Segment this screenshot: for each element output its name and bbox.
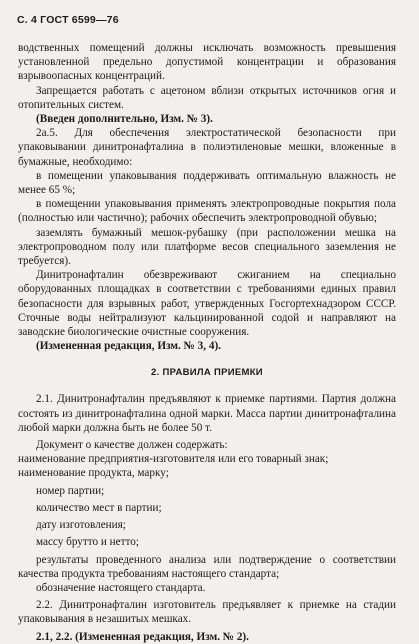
amendment-note: (Введен дополнительно, Изм. № 3). [36, 113, 213, 126]
paragraph: 2.1. Динитронафталин предъявляют к приемке партиями. Партия должна состоять из динитронафталина одной марки. Масса партии динитронафталина любой марки должна быть не более 50 т. [18, 393, 396, 434]
list-item: наименование продукта, марку; [18, 467, 169, 480]
list-item: номер партии; [36, 484, 105, 497]
paragraph: заземлять бумажный мешок-рубашку (при расположении мешка на электропроводном полу или платформе весов специального заземления не требуется). [18, 226, 396, 268]
paragraph: водственных помещений должны исключать возможность превышения установленной предельно допустимой концентрации и образования взрывоопасных концентраций. [18, 42, 396, 83]
list-item: наименование предприятия-изготовителя или его товарный знак; [18, 453, 329, 466]
paragraph: Динитронафталин обезвреживают сжиганием на специально оборудованных площадках в соответствии с требованиями единых правил безопасности для взрывных работ, утвержденных Госгортехнадзором СССР. Сточные воды нейтрализуют кальцинированной содой и направляют на заводские биологические очистные сооружения. [18, 269, 396, 339]
paragraph: 2.2. Динитронафталин изготовитель предъявляет к приемке на стадии упаковывания в незашитых мешках. [18, 599, 396, 626]
list-item: количество мест в партии; [36, 501, 162, 514]
section-heading: 2. ПРАВИЛА ПРИЕМКИ [151, 367, 263, 379]
paragraph: в помещении упаковывания применять электропроводные покрытия пола (полностью или частично); рабочих обеспечить электропроводной обувью; [18, 198, 396, 225]
page-header: С. 4 ГОСТ 6599—76 [17, 14, 119, 26]
page-content [18, 41, 396, 644]
paragraph: Запрещается работать с ацетоном вблизи открытых источников огня и отопительных систем. [18, 84, 396, 111]
paragraph: в помещении упаковывания поддерживать оптимальную влажность не менее 65 %; [18, 169, 396, 197]
paragraph: 2а.5. Для обеспечения электростатической безопасности при упаковывании динитронафталина в полиэтиленовые мешки, вложенные в бумажные, необходимо: [18, 127, 396, 168]
list-item: обозначение настоящего стандарта. [36, 581, 206, 594]
list-item: результаты проведенного анализа или подтверждение о соответствии качества продукта требованиям настоящего стандарта; [18, 553, 396, 580]
list-item: дату изготовления; [36, 519, 126, 532]
list-item: массу брутто и нетто; [36, 536, 139, 549]
amendment-note: (Измененная редакция, Изм. № 3, 4). [36, 340, 221, 353]
paragraph: Документ о качестве должен содержать: [36, 439, 228, 452]
amendment-note: 2.1, 2.2. (Измененная редакция, Изм. № 2). [36, 630, 249, 643]
